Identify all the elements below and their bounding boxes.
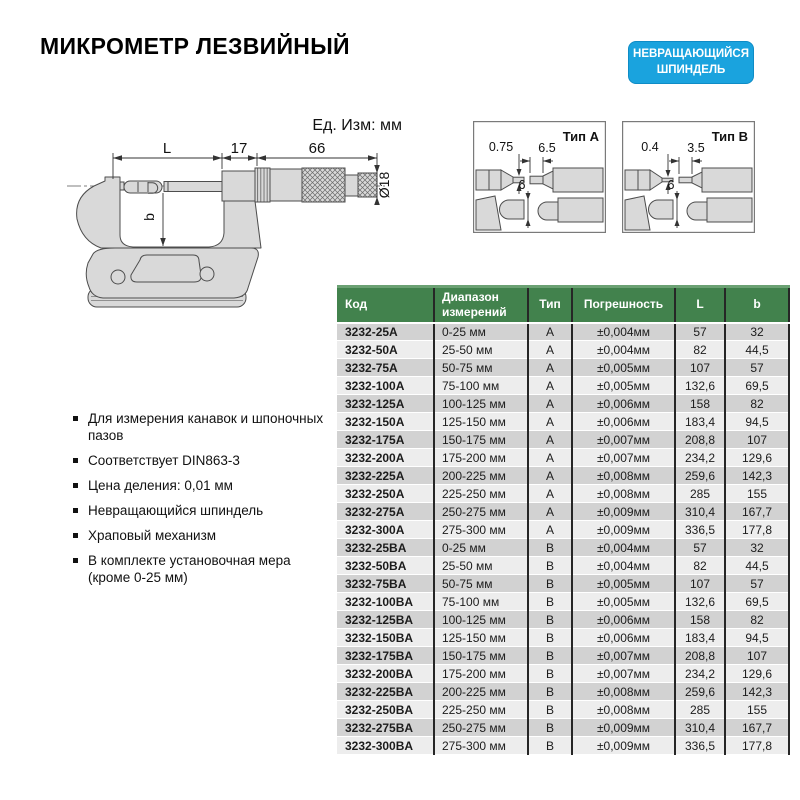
- table-cell: A: [528, 449, 572, 467]
- table-cell: ±0,006мм: [572, 611, 675, 629]
- table-cell: 336,5: [675, 521, 725, 539]
- table-cell: ±0,009мм: [572, 521, 675, 539]
- list-item: [73, 410, 325, 444]
- table-cell: 57: [675, 323, 725, 341]
- table-cell: B: [528, 665, 572, 683]
- table-cell: 336,5: [675, 737, 725, 755]
- lower-jaw-left: [649, 200, 674, 219]
- dim-L: L: [162, 140, 172, 157]
- table-cell: A: [528, 431, 572, 449]
- table-cell: 69,5: [725, 593, 789, 611]
- table-cell: 150-175 мм: [434, 647, 528, 665]
- table-cell: 183,4: [675, 629, 725, 647]
- table-cell: B: [528, 737, 572, 755]
- features-list: [73, 410, 325, 594]
- table-cell: ±0,005мм: [572, 593, 675, 611]
- table-cell: ±0,004мм: [572, 557, 675, 575]
- table-cell: 3232-175BA: [337, 647, 434, 665]
- table-cell: 3232-75BA: [337, 575, 434, 593]
- list-item: [73, 552, 325, 586]
- table-row: [337, 575, 789, 593]
- table-cell: 3232-200BA: [337, 665, 434, 683]
- table-cell: 82: [675, 341, 725, 359]
- table-cell: 132,6: [675, 377, 725, 395]
- table-cell: 177,8: [725, 521, 789, 539]
- table-cell: 125-150 мм: [434, 413, 528, 431]
- table-cell: 129,6: [725, 665, 789, 683]
- table-cell: ±0,007мм: [572, 449, 675, 467]
- table-row: [337, 413, 789, 431]
- anvil-blade: [530, 176, 543, 184]
- blade-depth-dim: 6: [518, 178, 526, 192]
- table-cell: 200-225 мм: [434, 683, 528, 701]
- type-b-title: Тип B: [711, 129, 748, 144]
- table-cell: ±0,006мм: [572, 413, 675, 431]
- table-cell: 82: [675, 557, 725, 575]
- table-cell: 259,6: [675, 467, 725, 485]
- type-a-detail-drawing: [473, 121, 606, 233]
- table-cell: 25-50 мм: [434, 341, 528, 359]
- table-cell: 50-75 мм: [434, 575, 528, 593]
- table-cell: 285: [675, 701, 725, 719]
- table-cell: ±0,009мм: [572, 719, 675, 737]
- table-row: [337, 611, 789, 629]
- dim-diameter-18: Ø18: [376, 171, 392, 199]
- table-cell: 3232-300A: [337, 521, 434, 539]
- spec-table-header: [337, 287, 789, 323]
- table-cell: ±0,007мм: [572, 431, 675, 449]
- table-cell: 158: [675, 611, 725, 629]
- table-cell: ±0,009мм: [572, 503, 675, 521]
- table-cell: 75-100 мм: [434, 593, 528, 611]
- table-cell: ±0,006мм: [572, 395, 675, 413]
- page-title: МИКРОМЕТР ЛЕЗВИЙНЫЙ: [40, 33, 350, 59]
- table-cell: 250-275 мм: [434, 719, 528, 737]
- table-row: [337, 629, 789, 647]
- table-cell: A: [528, 521, 572, 539]
- feature-text: В комплекте установочная мера (кроме 0-25 мм): [88, 553, 291, 585]
- table-cell: 275-300 мм: [434, 737, 528, 755]
- table-cell: 3232-50A: [337, 341, 434, 359]
- table-cell: 3232-125BA: [337, 611, 434, 629]
- blade-length-dim: 6.5: [538, 141, 556, 155]
- table-cell: 3232-300BA: [337, 737, 434, 755]
- blade-length-dim: 3.5: [687, 141, 705, 155]
- table-cell: A: [528, 467, 572, 485]
- table-cell: 129,6: [725, 449, 789, 467]
- barrel: [222, 171, 255, 201]
- table-cell: 132,6: [675, 593, 725, 611]
- feature-text: Соответствует DIN863-3: [88, 453, 240, 468]
- table-cell: ±0,008мм: [572, 485, 675, 503]
- table-cell: 208,8: [675, 647, 725, 665]
- table-row: [337, 521, 789, 539]
- table-cell: A: [528, 341, 572, 359]
- square-bullet-icon: [73, 458, 78, 463]
- table-cell: 44,5: [725, 557, 789, 575]
- table-cell: 310,4: [675, 503, 725, 521]
- table-row: [337, 557, 789, 575]
- table-cell: 3232-125A: [337, 395, 434, 413]
- table-cell: ±0,004мм: [572, 539, 675, 557]
- table-cell: 3232-25BA: [337, 539, 434, 557]
- adjust-ribbed-ring: [255, 168, 270, 202]
- table-cell: A: [528, 377, 572, 395]
- col-header-range: Диапазон измерений: [434, 287, 528, 323]
- table-cell: 183,4: [675, 413, 725, 431]
- table-cell: 82: [725, 395, 789, 413]
- table-cell: B: [528, 593, 572, 611]
- table-cell: ±0,008мм: [572, 467, 675, 485]
- table-cell: 259,6: [675, 683, 725, 701]
- table-cell: 3232-150BA: [337, 629, 434, 647]
- square-bullet-icon: [73, 483, 78, 488]
- square-bullet-icon: [73, 533, 78, 538]
- dim-b: b: [141, 213, 157, 221]
- anvil-block: [702, 168, 752, 192]
- lower-anvil-block: [558, 198, 603, 222]
- table-cell: 32: [725, 323, 789, 341]
- lower-jaw-right-cap: [687, 202, 707, 220]
- col-header-b: b: [725, 287, 789, 323]
- badge-line-2: ШПИНДЕЛЬ: [656, 63, 726, 76]
- table-cell: 107: [675, 359, 725, 377]
- table-cell: 100-125 мм: [434, 395, 528, 413]
- feature-text: Для измерения канавок и шпоночных пазов: [88, 411, 324, 443]
- table-cell: 3232-25A: [337, 323, 434, 341]
- feature-text: Храповый механизм: [88, 528, 217, 543]
- table-cell: A: [528, 503, 572, 521]
- table-cell: A: [528, 323, 572, 341]
- table-row: [337, 737, 789, 755]
- table-cell: ±0,008мм: [572, 701, 675, 719]
- table-cell: 25-50 мм: [434, 557, 528, 575]
- table-cell: 107: [725, 431, 789, 449]
- table-row: [337, 647, 789, 665]
- thimble-knurl: [302, 168, 345, 202]
- table-cell: 94,5: [725, 413, 789, 431]
- table-cell: 158: [675, 395, 725, 413]
- table-cell: B: [528, 611, 572, 629]
- tip-width-dim: 0.4: [641, 140, 659, 154]
- table-cell: 175-200 мм: [434, 665, 528, 683]
- table-row: [337, 503, 789, 521]
- table-cell: ±0,005мм: [572, 377, 675, 395]
- list-item: [73, 477, 325, 494]
- table-cell: 3232-275BA: [337, 719, 434, 737]
- table-cell: 142,3: [725, 467, 789, 485]
- table-cell: 155: [725, 485, 789, 503]
- col-header-L: L: [675, 287, 725, 323]
- table-row: [337, 359, 789, 377]
- table-cell: B: [528, 557, 572, 575]
- table-cell: 3232-100BA: [337, 593, 434, 611]
- table-cell: 234,2: [675, 665, 725, 683]
- table-cell: 3232-100A: [337, 377, 434, 395]
- blade-depth-dim: 6: [667, 178, 675, 192]
- table-cell: 150-175 мм: [434, 431, 528, 449]
- table-cell: ±0,007мм: [572, 647, 675, 665]
- table-cell: ±0,004мм: [572, 341, 675, 359]
- type-a-title: Тип A: [562, 129, 599, 144]
- non-rotating-spindle-badge: [628, 41, 754, 84]
- table-cell: 44,5: [725, 341, 789, 359]
- table-cell: 3232-200A: [337, 449, 434, 467]
- list-item: [73, 527, 325, 544]
- table-cell: B: [528, 539, 572, 557]
- table-cell: 3232-150A: [337, 413, 434, 431]
- shield-hole-left: [111, 270, 125, 284]
- table-row: [337, 485, 789, 503]
- table-row: [337, 431, 789, 449]
- table-cell: 3232-175A: [337, 431, 434, 449]
- table-cell: 94,5: [725, 629, 789, 647]
- table-cell: A: [528, 359, 572, 377]
- table-cell: 0-25 мм: [434, 539, 528, 557]
- ratchet-knurl: [358, 173, 377, 197]
- table-cell: 125-150 мм: [434, 629, 528, 647]
- table-cell: ±0,006мм: [572, 629, 675, 647]
- table-cell: B: [528, 701, 572, 719]
- table-cell: 3232-50BA: [337, 557, 434, 575]
- square-bullet-icon: [73, 558, 78, 563]
- table-row: [337, 377, 789, 395]
- table-cell: 3232-225BA: [337, 683, 434, 701]
- heat-shield-panel: [131, 255, 201, 282]
- table-cell: 107: [725, 647, 789, 665]
- table-cell: 225-250 мм: [434, 701, 528, 719]
- units-label: Ед. Изм: мм: [312, 117, 402, 134]
- table-cell: B: [528, 629, 572, 647]
- col-header-accuracy: Погрешность: [572, 287, 675, 323]
- table-cell: 142,3: [725, 683, 789, 701]
- table-row: [337, 683, 789, 701]
- table-cell: 3232-75A: [337, 359, 434, 377]
- table-cell: 57: [675, 539, 725, 557]
- lower-anvil-block: [707, 198, 752, 222]
- table-cell: 200-225 мм: [434, 467, 528, 485]
- table-cell: B: [528, 683, 572, 701]
- type-b-detail-drawing: [622, 121, 755, 233]
- table-cell: 167,7: [725, 719, 789, 737]
- table-cell: 57: [725, 575, 789, 593]
- col-header-code: Код: [337, 287, 434, 323]
- table-cell: 175-200 мм: [434, 449, 528, 467]
- dim-66: 66: [308, 140, 326, 157]
- spec-table-body: [337, 323, 789, 755]
- spindle-shaft: [164, 182, 222, 192]
- feature-text: Невращающийся шпиндель: [88, 503, 264, 518]
- anvil-stub: [120, 182, 124, 190]
- table-cell: 69,5: [725, 377, 789, 395]
- table-cell: 100-125 мм: [434, 611, 528, 629]
- table-row: [337, 539, 789, 557]
- table-cell: 3232-225A: [337, 467, 434, 485]
- table-cell: 177,8: [725, 737, 789, 755]
- table-row: [337, 701, 789, 719]
- table-cell: 250-275 мм: [434, 503, 528, 521]
- table-cell: B: [528, 647, 572, 665]
- table-cell: ±0,007мм: [572, 665, 675, 683]
- table-cell: 275-300 мм: [434, 521, 528, 539]
- spec-table: [337, 285, 790, 755]
- table-cell: 82: [725, 611, 789, 629]
- tip-width-dim: 0.75: [488, 140, 514, 154]
- table-cell: 3232-250A: [337, 485, 434, 503]
- table-cell: 75-100 мм: [434, 377, 528, 395]
- thimble-body: [270, 169, 302, 201]
- ratchet-step: [345, 175, 358, 196]
- badge-line-1: НЕВРАЩАЮЩИЙСЯ: [633, 47, 749, 60]
- anvil-block: [553, 168, 603, 192]
- table-cell: ±0,009мм: [572, 737, 675, 755]
- table-row: [337, 593, 789, 611]
- table-cell: ±0,004мм: [572, 323, 675, 341]
- table-cell: 234,2: [675, 449, 725, 467]
- table-cell: 32: [725, 539, 789, 557]
- table-cell: A: [528, 485, 572, 503]
- list-item: [73, 502, 325, 519]
- square-bullet-icon: [73, 508, 78, 513]
- dim-17: 17: [230, 140, 248, 157]
- table-cell: A: [528, 395, 572, 413]
- lower-jaw-right-cap: [538, 202, 558, 220]
- table-cell: 57: [725, 359, 789, 377]
- table-cell: ±0,008мм: [572, 683, 675, 701]
- table-cell: 285: [675, 485, 725, 503]
- feature-text: Цена деления: 0,01 мм: [88, 478, 233, 493]
- table-row: [337, 665, 789, 683]
- table-cell: B: [528, 719, 572, 737]
- col-header-type: Тип: [528, 287, 572, 323]
- table-cell: B: [528, 575, 572, 593]
- table-cell: 155: [725, 701, 789, 719]
- table-cell: 208,8: [675, 431, 725, 449]
- table-cell: 107: [675, 575, 725, 593]
- lower-jaw-left: [500, 200, 525, 219]
- table-cell: ±0,005мм: [572, 575, 675, 593]
- shield-hole-right: [200, 267, 214, 281]
- table-cell: 225-250 мм: [434, 485, 528, 503]
- table-row: [337, 719, 789, 737]
- square-bullet-icon: [73, 416, 78, 421]
- table-cell: 0-25 мм: [434, 323, 528, 341]
- anvil-blade: [679, 177, 692, 183]
- table-cell: 167,7: [725, 503, 789, 521]
- table-row: [337, 395, 789, 413]
- table-cell: 3232-275A: [337, 503, 434, 521]
- table-row: [337, 341, 789, 359]
- table-row: [337, 323, 789, 341]
- table-cell: ±0,005мм: [572, 359, 675, 377]
- table-row: [337, 467, 789, 485]
- table-cell: 50-75 мм: [434, 359, 528, 377]
- table-row: [337, 449, 789, 467]
- table-cell: A: [528, 413, 572, 431]
- table-cell: 310,4: [675, 719, 725, 737]
- list-item: [73, 452, 325, 469]
- table-cell: 3232-250BA: [337, 701, 434, 719]
